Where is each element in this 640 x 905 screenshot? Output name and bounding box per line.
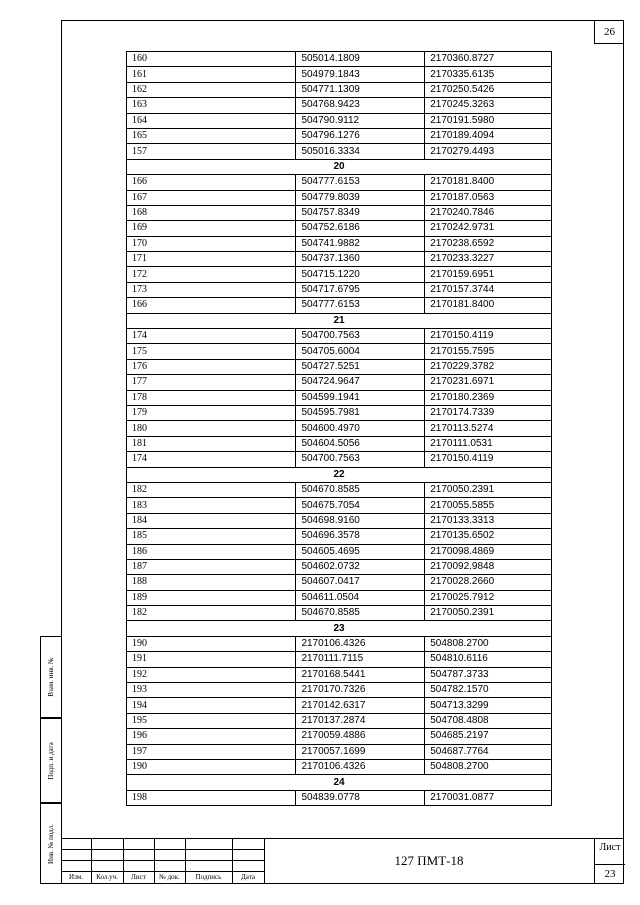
coordinate-x-cell: 504696.3578 [296, 529, 425, 544]
point-number-cell: 160 [127, 52, 296, 67]
table-row [127, 175, 552, 190]
point-number-cell: 165 [127, 128, 296, 143]
point-number-cell: 181 [127, 436, 296, 451]
table-row [127, 790, 552, 805]
point-number-cell: 190 [127, 636, 296, 651]
point-number-cell: 162 [127, 82, 296, 97]
table-row [127, 544, 552, 559]
point-number-cell: 178 [127, 390, 296, 405]
coordinate-y-cell: 504808.2700 [425, 759, 552, 774]
table-row [127, 683, 552, 698]
table-row [127, 236, 552, 251]
side-label-signature: Подп. и дата [47, 741, 55, 780]
table-row [127, 67, 552, 82]
table-row [127, 52, 552, 67]
point-number-cell: 192 [127, 667, 296, 682]
coordinate-x-cell: 504604.5056 [296, 436, 425, 451]
table-row [127, 513, 552, 528]
coordinate-x-cell: 504727.5251 [296, 359, 425, 374]
coordinate-y-cell: 2170028.2660 [425, 575, 552, 590]
coordinate-x-cell: 504737.1360 [296, 252, 425, 267]
point-number-cell: 198 [127, 790, 296, 805]
coordinate-y-cell: 2170187.0563 [425, 190, 552, 205]
coordinate-y-cell: 2170335.6135 [425, 67, 552, 82]
coordinate-x-cell: 504675.7054 [296, 498, 425, 513]
coordinate-y-cell: 2170238.6592 [425, 236, 552, 251]
coordinate-y-cell: 504708.4808 [425, 713, 552, 728]
point-number-cell: 164 [127, 113, 296, 128]
point-number-cell: 171 [127, 252, 296, 267]
table-row [127, 482, 552, 497]
point-number-cell: 172 [127, 267, 296, 282]
coordinate-y-cell: 2170360.8727 [425, 52, 552, 67]
coordinate-x-cell: 504752.6186 [296, 221, 425, 236]
coordinate-x-cell: 504779.8039 [296, 190, 425, 205]
coordinate-x-cell: 504700.7563 [296, 452, 425, 467]
coordinate-y-cell: 2170050.2391 [425, 606, 552, 621]
point-number-cell: 193 [127, 683, 296, 698]
table-row [127, 298, 552, 313]
page-corner-number: 26 [594, 20, 624, 44]
coordinate-x-cell: 2170170.7326 [296, 683, 425, 698]
coordinate-x-cell: 504599.1941 [296, 390, 425, 405]
coordinate-y-cell: 2170250.5426 [425, 82, 552, 97]
coordinate-x-cell: 504705.6004 [296, 344, 425, 359]
column-label-change: Изм. [69, 873, 83, 881]
coordinate-x-cell: 504595.7981 [296, 405, 425, 420]
coordinate-x-cell: 2170168.5441 [296, 667, 425, 682]
coordinates-table-body [127, 52, 552, 806]
group-header-row [127, 159, 552, 174]
coordinate-y-cell: 504787.3733 [425, 667, 552, 682]
group-header-row [127, 313, 552, 328]
point-number-cell: 190 [127, 759, 296, 774]
point-number-cell: 197 [127, 744, 296, 759]
point-number-cell: 173 [127, 282, 296, 297]
point-number-cell: 180 [127, 421, 296, 436]
coordinate-y-cell: 504687.7764 [425, 744, 552, 759]
group-number: 20 [127, 159, 552, 174]
coordinate-x-cell: 504717.6795 [296, 282, 425, 297]
point-number-cell: 166 [127, 298, 296, 313]
coordinates-table [126, 51, 552, 806]
table-row [127, 559, 552, 574]
group-number: 21 [127, 313, 552, 328]
table-row [127, 375, 552, 390]
coordinate-y-cell: 2170031.0877 [425, 790, 552, 805]
coordinate-x-cell: 504670.8585 [296, 482, 425, 497]
coordinate-x-cell: 504796.1276 [296, 128, 425, 143]
column-label-doc-number: № док. [159, 873, 180, 881]
coordinate-y-cell: 2170155.7595 [425, 344, 552, 359]
coordinate-y-cell: 504685.2197 [425, 729, 552, 744]
table-row [127, 82, 552, 97]
table-row [127, 498, 552, 513]
coordinate-x-cell: 504768.9423 [296, 98, 425, 113]
document-code: 127 ПМТ-18 [394, 853, 464, 868]
point-number-cell: 185 [127, 529, 296, 544]
coordinate-x-cell: 2170106.4326 [296, 636, 425, 651]
coordinate-y-cell: 2170174.7339 [425, 405, 552, 420]
coordinate-x-cell: 504670.8585 [296, 606, 425, 621]
coordinate-x-cell: 504715.1220 [296, 267, 425, 282]
point-number-cell: 194 [127, 698, 296, 713]
point-number-cell: 168 [127, 205, 296, 220]
column-label-sheet: Лист [131, 873, 146, 881]
point-number-cell: 169 [127, 221, 296, 236]
table-row [127, 667, 552, 682]
title-block [61, 838, 624, 884]
table-row [127, 390, 552, 405]
point-number-cell: 186 [127, 544, 296, 559]
coordinate-x-cell: 504611.0504 [296, 590, 425, 605]
coordinate-y-cell: 2170092.9848 [425, 559, 552, 574]
coordinate-y-cell: 2170240.7846 [425, 205, 552, 220]
table-row [127, 113, 552, 128]
coordinate-x-cell: 504602.0732 [296, 559, 425, 574]
point-number-cell: 182 [127, 482, 296, 497]
coordinate-y-cell: 2170098.4869 [425, 544, 552, 559]
coordinate-x-cell: 504771.1309 [296, 82, 425, 97]
coordinate-x-cell: 504700.7563 [296, 329, 425, 344]
title-block-revision-grid [61, 838, 265, 884]
coordinate-y-cell: 2170181.8400 [425, 175, 552, 190]
table-row [127, 329, 552, 344]
point-number-cell: 179 [127, 405, 296, 420]
coordinate-y-cell: 2170180.2369 [425, 390, 552, 405]
column-label-signature: Подпись [195, 873, 222, 881]
coordinate-y-cell: 2170229.3782 [425, 359, 552, 374]
table-row [127, 636, 552, 651]
table-row [127, 421, 552, 436]
coordinate-x-cell: 504607.0417 [296, 575, 425, 590]
table-row [127, 529, 552, 544]
coordinate-y-cell: 2170242.9731 [425, 221, 552, 236]
coordinate-y-cell: 2170135.6502 [425, 529, 552, 544]
table-row [127, 590, 552, 605]
column-label-count: Кол.уч. [96, 873, 118, 881]
group-header-row [127, 775, 552, 790]
table-row [127, 282, 552, 297]
table-row [127, 144, 552, 159]
coordinate-x-cell: 504839.0778 [296, 790, 425, 805]
table-row [127, 452, 552, 467]
coordinate-y-cell: 2170231.6971 [425, 375, 552, 390]
coordinate-x-cell: 504698.9160 [296, 513, 425, 528]
coordinate-x-cell: 504979.1843 [296, 67, 425, 82]
table-row [127, 575, 552, 590]
point-number-cell: 196 [127, 729, 296, 744]
point-number-cell: 157 [127, 144, 296, 159]
table-row [127, 698, 552, 713]
point-number-cell: 187 [127, 559, 296, 574]
table-row [127, 190, 552, 205]
group-header-row [127, 467, 552, 482]
point-number-cell: 189 [127, 590, 296, 605]
point-number-cell: 183 [127, 498, 296, 513]
side-field-replacement [40, 636, 61, 718]
table-row [127, 344, 552, 359]
side-label-inventory: Инв. № подл. [47, 823, 55, 864]
side-field-signature [40, 718, 61, 803]
table-row [127, 98, 552, 113]
sheet-box [594, 838, 625, 884]
coordinate-y-cell: 2170111.0531 [425, 436, 552, 451]
point-number-cell: 166 [127, 175, 296, 190]
coordinate-x-cell: 2170137.2874 [296, 713, 425, 728]
point-number-cell: 174 [127, 452, 296, 467]
table-row [127, 436, 552, 451]
coordinate-y-cell: 2170233.3227 [425, 252, 552, 267]
group-header-row [127, 621, 552, 636]
point-number-cell: 170 [127, 236, 296, 251]
point-number-cell: 163 [127, 98, 296, 113]
coordinate-x-cell: 2170111.7115 [296, 652, 425, 667]
coordinate-y-cell: 2170157.3744 [425, 282, 552, 297]
table-row [127, 267, 552, 282]
table-row [127, 729, 552, 744]
point-number-cell: 175 [127, 344, 296, 359]
coordinate-y-cell: 2170113.5274 [425, 421, 552, 436]
side-field-inventory [40, 803, 61, 884]
point-number-cell: 195 [127, 713, 296, 728]
coordinate-y-cell: 2170055.5855 [425, 498, 552, 513]
group-number: 22 [127, 467, 552, 482]
coordinate-y-cell: 2170025.7912 [425, 590, 552, 605]
table-row [127, 744, 552, 759]
coordinate-x-cell: 504777.6153 [296, 175, 425, 190]
point-number-cell: 167 [127, 190, 296, 205]
coordinate-x-cell: 504724.9647 [296, 375, 425, 390]
group-number: 24 [127, 775, 552, 790]
group-number: 23 [127, 621, 552, 636]
table-row [127, 652, 552, 667]
coordinate-x-cell: 504741.9882 [296, 236, 425, 251]
point-number-cell: 176 [127, 359, 296, 374]
point-number-cell: 161 [127, 67, 296, 82]
sheet-label: Лист [599, 842, 621, 853]
table-row [127, 221, 552, 236]
column-label-date: Дата [241, 873, 255, 881]
coordinate-y-cell: 504808.2700 [425, 636, 552, 651]
coordinate-y-cell: 2170159.6951 [425, 267, 552, 282]
coordinate-y-cell: 504782.1570 [425, 683, 552, 698]
coordinate-x-cell: 2170142.6317 [296, 698, 425, 713]
coordinate-x-cell: 505016.3334 [296, 144, 425, 159]
coordinate-y-cell: 2170050.2391 [425, 482, 552, 497]
coordinate-x-cell: 504777.6153 [296, 298, 425, 313]
table-row [127, 252, 552, 267]
coordinate-x-cell: 504605.4695 [296, 544, 425, 559]
table-row [127, 405, 552, 420]
point-number-cell: 184 [127, 513, 296, 528]
table-row [127, 128, 552, 143]
coordinate-x-cell: 2170059.4886 [296, 729, 425, 744]
coordinate-y-cell: 2170279.4493 [425, 144, 552, 159]
coordinate-y-cell: 2170150.4119 [425, 329, 552, 344]
coordinate-x-cell: 504600.4970 [296, 421, 425, 436]
point-number-cell: 188 [127, 575, 296, 590]
coordinate-y-cell: 2170181.8400 [425, 298, 552, 313]
coordinate-y-cell: 2170133.3313 [425, 513, 552, 528]
table-row [127, 606, 552, 621]
table-row [127, 713, 552, 728]
side-label-replacement: Взам. инв. № [47, 657, 55, 697]
point-number-cell: 174 [127, 329, 296, 344]
coordinate-y-cell: 2170245.3263 [425, 98, 552, 113]
sheet-number: 23 [595, 864, 625, 880]
coordinate-x-cell: 505014.1809 [296, 52, 425, 67]
table-row [127, 205, 552, 220]
coordinate-x-cell: 504790.9112 [296, 113, 425, 128]
point-number-cell: 191 [127, 652, 296, 667]
point-number-cell: 177 [127, 375, 296, 390]
coordinate-x-cell: 504757.8349 [296, 205, 425, 220]
coordinate-x-cell: 2170057.1699 [296, 744, 425, 759]
coordinate-y-cell: 504810.6116 [425, 652, 552, 667]
coordinate-y-cell: 504713.3299 [425, 698, 552, 713]
coordinate-x-cell: 2170106.4326 [296, 759, 425, 774]
table-row [127, 759, 552, 774]
point-number-cell: 182 [127, 606, 296, 621]
coordinate-y-cell: 2170189.4094 [425, 128, 552, 143]
coordinate-y-cell: 2170150.4119 [425, 452, 552, 467]
coordinate-y-cell: 2170191.5980 [425, 113, 552, 128]
table-row [127, 359, 552, 374]
